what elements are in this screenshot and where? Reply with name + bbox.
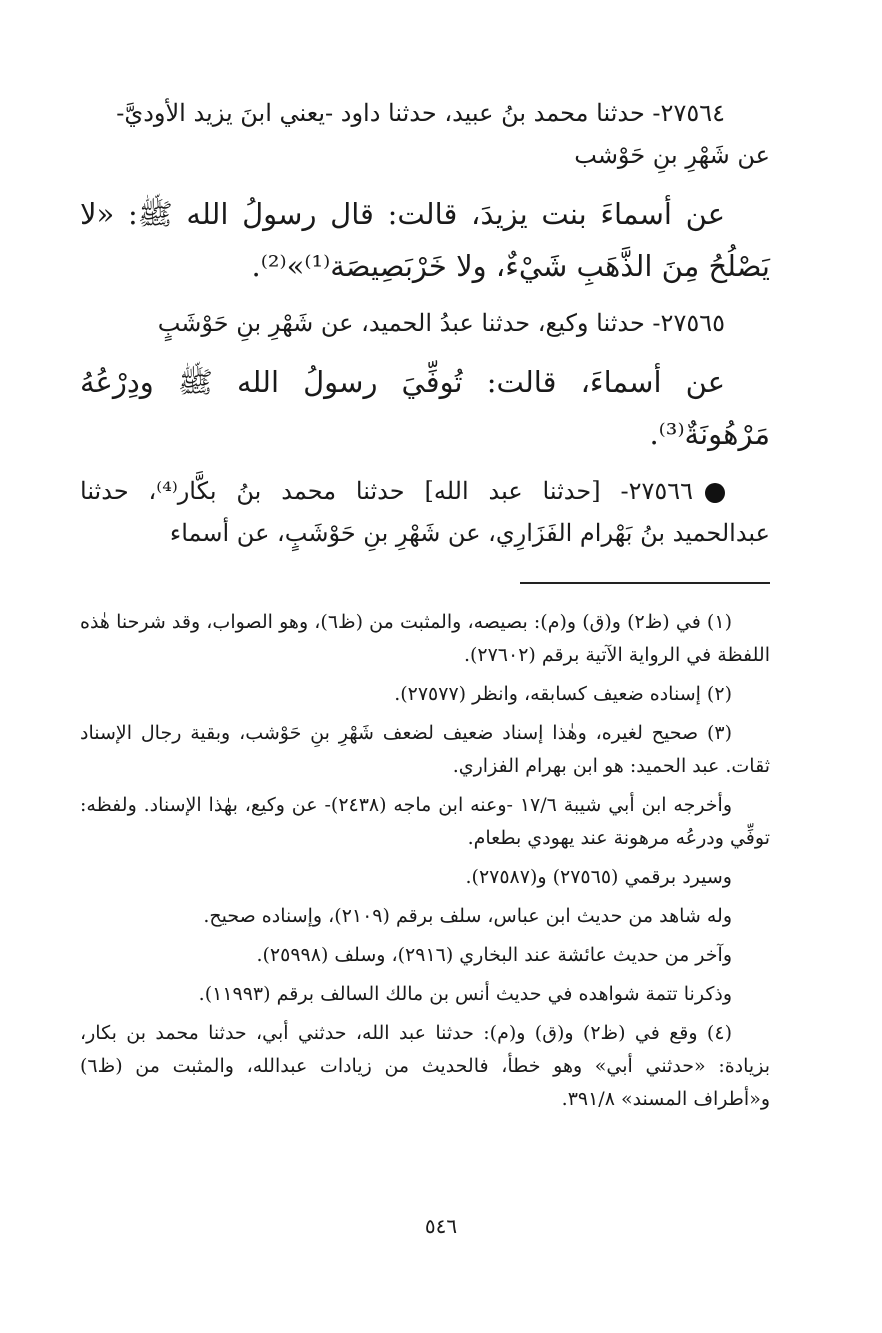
footnote-3-paragraph: وذكرنا تتمة شواهده في حديث أنس بن مالك السالف برقم (١١٩٩٣).	[198, 983, 732, 1005]
footnote-3-paragraph: وآخر من حديث عائشة عند البخاري (٢٩١٦)، وسلف (٢٥٩٩٨).	[256, 944, 732, 966]
footnote-3: (٣) صحيح لغيره، وهٰذا إسناد ضعيف لضعف شَهْرِ بنِ حَوْشب، وبقية رجال الإسناد ثقات. عبد الحميد: هو ابن بهرام الفزاري.	[80, 722, 770, 777]
footnote-3-paragraph: وسيرد برقمي (٢٧٥٦٥) و(٢٧٥٨٧).	[465, 866, 732, 888]
hadith-27566	[80, 470, 770, 554]
hadith-27565-isnad: ٢٧٥٦٥- حدثنا وكيع، حدثنا عبدُ الحميد، عن شَهْرِ بنِ حَوْشَبٍ	[157, 309, 725, 337]
main-text	[80, 92, 770, 554]
hadith-27564-text: عن أسماءَ بنت يزيدَ، قالت: قال رسولُ الله ﷺ: «لا يَصْلُحُ مِنَ الذَّهَبِ شَيْءٌ، ولا خَرْبَصِيصَة⁽¹⁾»⁽²⁾.	[80, 197, 770, 283]
footnote-2: (٢) إسناده ضعيف كسابقه، وانظر (٢٧٥٧٧).	[394, 683, 732, 705]
footnote-3-paragraph: وله شاهد من حديث ابن عباس، سلف برقم (٢١٠٩)، وإسناده صحيح.	[203, 905, 732, 927]
page-number: ٥٤٦	[424, 1214, 458, 1238]
hadith-27564-isnad-cont: عن شَهْرِ بنِ حَوْشب	[574, 141, 770, 169]
footnote-separator	[520, 582, 770, 584]
footnote-3-paragraph: وأخرجه ابن أبي شيبة ١٧/٦ -وعنه ابن ماجه (٢٤٣٨)- عن وكيع، بهٰذا الإسناد. ولفظه: توفِّي ودرعُه مرهونة عند يهودي بطعام.	[80, 794, 770, 849]
footnote-4: (٤) وقع في (ظ٢) و(ق) و(م): حدثنا عبد الله، حدثني أبي، حدثنا محمد بن بكار، بزيادة: «حدثني أبي» وهو خطأ، فالحديث من زيادات عبدالله، والمثبت من (ظ٦) و«أطراف المسند» ٣٩١/٨.	[80, 1022, 770, 1110]
hadith-27566-text: ٢٧٥٦٦- [حدثنا عبد الله] حدثنا محمد بنُ بكَّار⁽⁴⁾، حدثنا عبدالحميد بنُ بَهْرام الفَزَارِي، عن شَهْرِ بنِ حَوْشَبٍ، عن أسماء	[80, 477, 770, 547]
bullet-dot-icon	[705, 483, 725, 503]
hadith-27564-isnad: ٢٧٥٦٤- حدثنا محمد بنُ عبيد، حدثنا داود -يعني ابنَ يزيد الأوديَّ-	[116, 99, 725, 127]
hadith-27565-text: عن أسماءَ، قالت: تُوفِّيَ رسولُ الله ﷺ ودِرْعُهُ مَرْهُونَةٌ⁽³⁾.	[80, 365, 770, 451]
page-content	[80, 92, 770, 1262]
footnotes	[80, 606, 770, 1116]
footnote-1: (١) في (ظ٢) و(ق) و(م): بصيصه، والمثبت من (ظ٦)، وهو الصواب، وقد شرحنا هٰذه اللفظة في الرواية الآتية برقم (٢٧٦٠٢).	[80, 611, 770, 666]
